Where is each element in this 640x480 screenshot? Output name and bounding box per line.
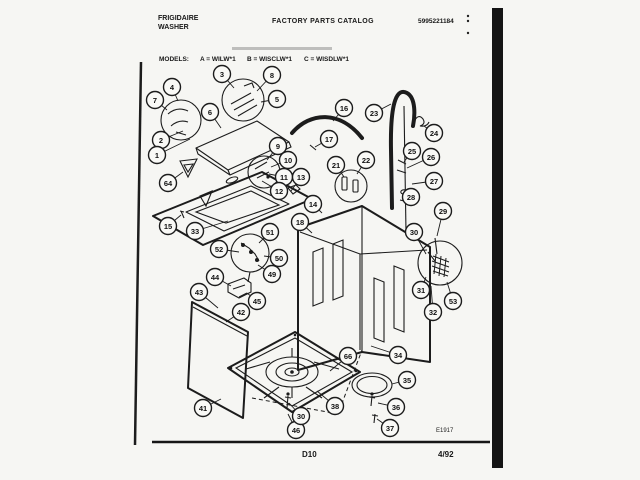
- callout-16: [333, 100, 353, 122]
- callout-number: 4: [169, 82, 175, 92]
- callout-5: [261, 91, 286, 108]
- hinge-detail-circle-top: [222, 79, 264, 121]
- callout-24: [424, 125, 443, 142]
- callout-number: 13: [296, 172, 306, 182]
- callout-3: [214, 66, 235, 89]
- callout-number: 51: [265, 227, 275, 237]
- callout-number: 23: [369, 108, 379, 118]
- callout-number: 22: [361, 155, 371, 165]
- callout-number: 11: [280, 172, 288, 182]
- callout-number: 15: [163, 221, 173, 231]
- model-b: B = WISCLW*1: [247, 56, 292, 63]
- callout-number: 27: [429, 176, 439, 186]
- callout-25: [404, 143, 421, 163]
- callout-number: 7: [152, 95, 158, 105]
- inlet-detail-circle: [335, 170, 367, 202]
- callout-7: [147, 92, 168, 111]
- screw-part: [180, 211, 184, 218]
- brand-product: WASHER: [158, 24, 189, 31]
- callout-number: 25: [407, 146, 417, 156]
- scan-speck: [467, 20, 469, 22]
- callout-22: [357, 152, 375, 175]
- callout-number: 8: [269, 70, 275, 80]
- callout-12: [262, 181, 288, 200]
- callout-14: [305, 196, 323, 214]
- mount-bracket-part: [228, 278, 251, 298]
- callout-64: [160, 172, 184, 192]
- callout-13: [291, 169, 310, 192]
- callout-number: 41: [198, 403, 208, 413]
- callout-41: [195, 399, 222, 417]
- model-a: A = WILW*1: [200, 56, 236, 63]
- screen-detail-circle: [418, 238, 462, 285]
- callout-51: [259, 224, 279, 244]
- page-code: D10: [302, 450, 317, 459]
- callout-18: [292, 214, 313, 234]
- callout-number: 46: [291, 425, 301, 435]
- bolt-part: [372, 414, 378, 423]
- scan-speck: [467, 15, 469, 17]
- revision-date: 4/92: [438, 450, 454, 459]
- callout-29: [435, 203, 452, 237]
- callout-number: 30: [409, 227, 419, 237]
- drawing-number: E1917: [436, 428, 454, 434]
- callout-52: [211, 241, 240, 258]
- callout-49: [258, 265, 281, 283]
- callout-27: [412, 173, 443, 190]
- brand-name: FRIGIDAIRE: [158, 15, 199, 22]
- callout-35: [392, 372, 416, 389]
- callout-number: 31: [416, 285, 426, 295]
- callout-number: 6: [207, 107, 213, 117]
- callout-44: [207, 269, 232, 287]
- catalog-title: FACTORY PARTS CATALOG: [272, 18, 374, 25]
- models-label: MODELS:: [159, 56, 189, 63]
- callout-number: 3: [219, 69, 225, 79]
- callout-number: 5: [274, 94, 280, 104]
- callout-50: [264, 250, 288, 267]
- callout-number: 1: [154, 150, 160, 160]
- bolt-head: [286, 392, 289, 395]
- callout-number: 64: [163, 178, 173, 188]
- callout-15: [160, 215, 182, 235]
- page-edge-left: [135, 62, 141, 445]
- callout-53: [445, 282, 462, 310]
- callout-number: 36: [391, 402, 401, 412]
- callout-number: 21: [331, 160, 341, 170]
- callout-number: 53: [448, 296, 458, 306]
- callout-number: 66: [343, 351, 353, 361]
- callout-36: [378, 399, 405, 416]
- bolt-part: [369, 396, 375, 406]
- callout-number: 42: [236, 307, 246, 317]
- callout-number: 17: [324, 134, 334, 144]
- callout-28: [403, 189, 420, 206]
- callout-4: [164, 79, 181, 102]
- callout-number: 2: [158, 135, 164, 145]
- callout-number: 30: [296, 411, 306, 421]
- callout-number: 18: [295, 217, 305, 227]
- callout-21: [328, 157, 345, 178]
- callout-17: [315, 131, 338, 148]
- callout-number: 52: [214, 244, 224, 254]
- callout-number: 14: [308, 199, 318, 209]
- diagram-artwork: [153, 79, 462, 423]
- callout-number: 33: [190, 226, 200, 236]
- callout-number: 44: [210, 272, 220, 282]
- callout-number: 45: [252, 296, 262, 306]
- scan-smudge: [232, 47, 332, 50]
- model-c: C = WISDLW*1: [304, 56, 349, 63]
- callout-42: [226, 304, 250, 323]
- callout-number: 10: [283, 155, 293, 165]
- callout-45: [247, 293, 266, 310]
- page-edge-right: [492, 8, 503, 468]
- callout-23: [366, 104, 392, 122]
- callout-number: 9: [275, 141, 281, 151]
- corner-bracket-part: [180, 159, 197, 177]
- callout-8: [257, 67, 281, 92]
- callout-number: 34: [393, 350, 403, 360]
- callout-number: 28: [406, 192, 416, 202]
- callout-6: [202, 104, 222, 129]
- scan-speck: [467, 32, 469, 34]
- callout-number: 43: [194, 287, 204, 297]
- callout-37: [377, 419, 399, 437]
- callout-number: 29: [438, 206, 448, 216]
- callout-number: 35: [402, 375, 412, 385]
- callout-number: 32: [428, 307, 438, 317]
- callout-number: 38: [330, 401, 340, 411]
- callout-number: 49: [267, 269, 277, 279]
- callout-number: 37: [385, 423, 395, 433]
- callout-number: 16: [339, 103, 349, 113]
- callout-number: 24: [429, 128, 439, 138]
- hose-fitting-part: [310, 145, 316, 150]
- publication-number: 5995221184: [418, 18, 454, 25]
- callout-number: 26: [426, 152, 436, 162]
- callout-number: 12: [274, 186, 284, 196]
- bolt-head: [370, 392, 373, 395]
- callout-number: 50: [274, 253, 284, 263]
